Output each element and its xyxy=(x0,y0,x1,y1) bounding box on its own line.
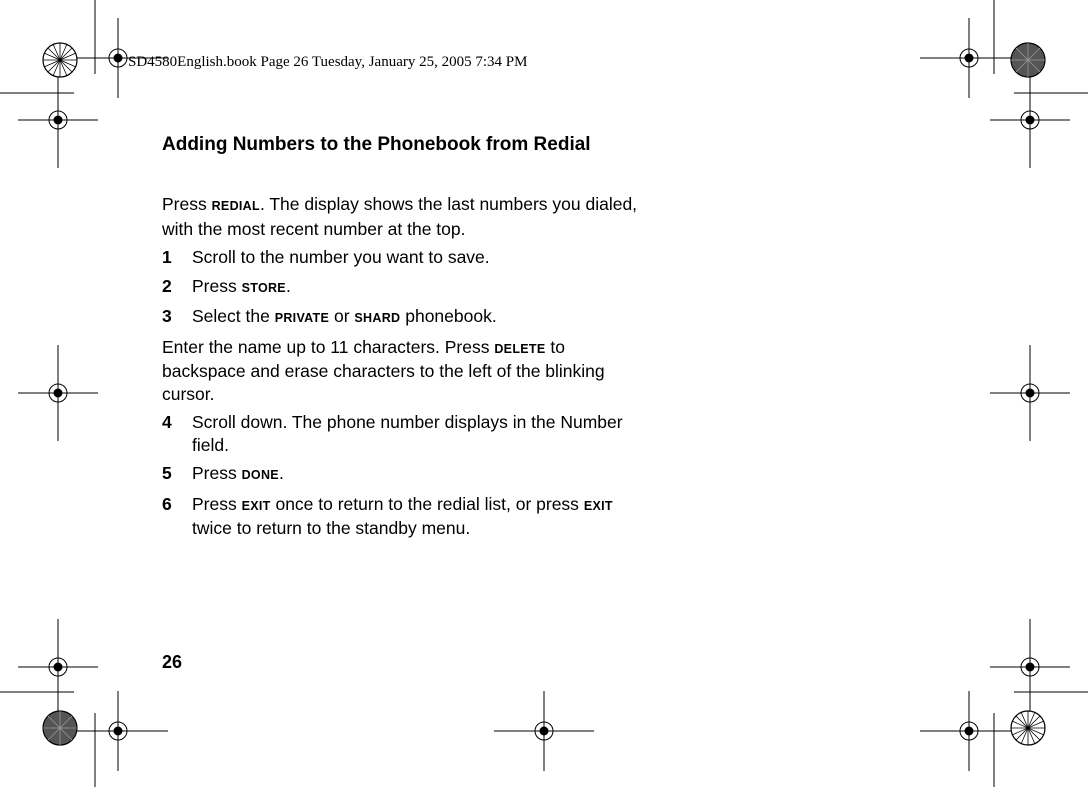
starburst-icon xyxy=(1011,43,1045,77)
step-text-post: twice to return to the standby menu. xyxy=(192,518,471,538)
registration-target-icon xyxy=(68,691,168,771)
key-label-exit: EXIT xyxy=(583,498,613,513)
page-content xyxy=(162,132,642,546)
starburst-icon xyxy=(43,43,77,77)
step-text-pre: Press xyxy=(192,463,242,483)
starburst-icon xyxy=(43,711,77,745)
key-label-delete: DELETE xyxy=(494,341,546,356)
intro-paragraph xyxy=(162,193,642,240)
section-title: Adding Numbers to the Phonebook from Redial xyxy=(162,134,591,155)
intro-text-pre: Press xyxy=(162,194,212,214)
step-text-mid: once to return to the redial list, or press xyxy=(270,493,584,514)
registration-target-icon xyxy=(990,72,1070,168)
step-item xyxy=(162,275,642,300)
registration-target-icon xyxy=(18,619,98,715)
registration-target-icon xyxy=(494,691,594,771)
step-text-post: phonebook. xyxy=(400,306,497,326)
step-item xyxy=(162,462,642,487)
step-text: Scroll down. The phone number displays in the Number field. xyxy=(192,412,623,455)
step-number: 6 xyxy=(162,493,172,514)
key-label-shard: SHARD xyxy=(354,311,401,325)
step-text-pre: Select the xyxy=(192,306,275,326)
step-number: 5 xyxy=(162,463,172,483)
step-text-pre: Press xyxy=(192,275,242,296)
step-text-post: . xyxy=(285,275,291,296)
page-number: 26 xyxy=(162,652,183,672)
step-number: 4 xyxy=(162,412,172,432)
note-paragraph xyxy=(162,336,642,406)
key-label-exit: EXIT xyxy=(241,498,271,513)
step-text: Scroll to the number you want to save. xyxy=(192,247,490,267)
starburst-icon xyxy=(1011,711,1045,745)
step-number: 2 xyxy=(162,275,172,296)
registration-target-icon xyxy=(18,72,98,168)
step-number: 3 xyxy=(162,306,172,326)
registration-target-icon xyxy=(990,619,1070,715)
registration-target-icon xyxy=(920,18,1020,98)
registration-target-icon xyxy=(920,691,1020,771)
step-text-mid: or xyxy=(329,306,355,326)
key-label-private: PRIVATE xyxy=(274,311,330,325)
step-item xyxy=(162,305,642,330)
registration-target-icon xyxy=(18,345,98,441)
key-label-done: DONE xyxy=(241,468,279,482)
step-item xyxy=(162,246,642,269)
note-text-post: to backspace and erase characters to the left of the blinking cursor. xyxy=(162,336,605,404)
step-text-post: . xyxy=(278,463,284,483)
key-label-redial: REDIAL xyxy=(211,199,260,213)
registration-target-icon xyxy=(990,345,1070,441)
key-label-store: STORE xyxy=(241,280,286,295)
step-item xyxy=(162,411,642,456)
print-slug-header: SD4580English.book Page 26 Tuesday, January 25, 2005 7:34 PM xyxy=(128,54,528,70)
step-text-pre: Press xyxy=(192,493,242,514)
step-number: 1 xyxy=(162,247,172,267)
intro-text-post: . The display shows the last numbers you dialed, with the most recent number at the top. xyxy=(162,194,638,239)
step-item xyxy=(162,493,642,540)
note-text-pre: Enter the name up to 11 characters. Press xyxy=(162,336,495,357)
